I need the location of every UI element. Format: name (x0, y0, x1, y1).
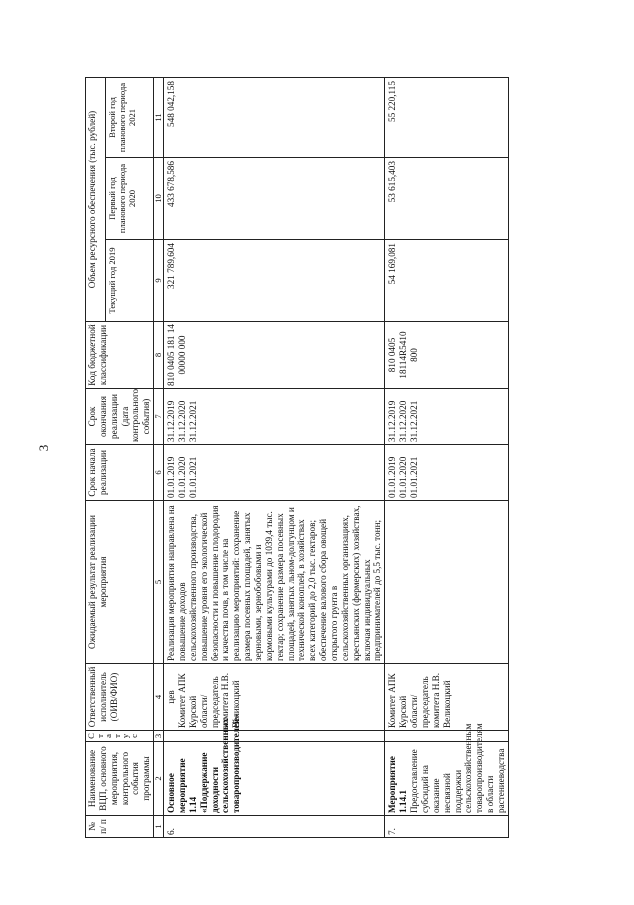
header-year-current: Текущий год 2019 (105, 240, 153, 322)
column-number: 11 (154, 78, 164, 158)
start-date: 01.01.2019 (387, 456, 398, 498)
column-number: 4 (154, 664, 164, 731)
header-funding: Объем ресурсного обеспечения (тыс. рублей) (86, 78, 106, 322)
row-amount-2019: 54 169,081 (385, 240, 508, 322)
row-amount-2021: 548 042,158 (164, 78, 385, 158)
responsible-note: цев (166, 690, 177, 704)
header-status: С т а т у с (86, 731, 154, 742)
row-amount-2020: 53 615,403 (385, 158, 508, 240)
end-date: 31.12.2020 (398, 400, 409, 442)
column-number: 3 (154, 731, 164, 742)
header-end: Срок окончания реализации (дата контрольного события) (86, 389, 154, 445)
column-number: 10 (154, 158, 164, 240)
row-responsible (164, 664, 385, 731)
row-amount-2019: 321 789,604 (164, 240, 385, 322)
end-date: 31.12.2019 (166, 400, 177, 442)
row-status (385, 731, 508, 742)
start-date: 01.01.2021 (187, 456, 198, 498)
header-kbk: Код бюджетной классификации (86, 322, 154, 389)
header-responsible: Ответственный исполнитель (ОИВ/ФИО) (86, 664, 154, 731)
end-date: 31.12.2021 (187, 400, 198, 442)
end-date: 31.12.2020 (177, 400, 188, 442)
row-result (385, 501, 508, 664)
start-date: 01.01.2019 (166, 456, 177, 498)
responsible-text: Комитет АПК Курской области/председатель комитета Н.В. Великоцкий (177, 672, 242, 728)
row-amount-2020: 433 678,586 (164, 158, 385, 240)
end-date: 31.12.2021 (409, 400, 420, 442)
page-number: 3 (36, 444, 51, 452)
row-start-dates (164, 445, 385, 501)
row-kbk: 810 0405 18114R5410 800 (385, 322, 508, 389)
table-row (385, 78, 508, 838)
header-year-first: Первый год планового периода 2020 (105, 158, 153, 240)
header-result: Ожидаемый результат реализации мероприятия (86, 501, 154, 664)
row-name-text: Предоставление субсидий на оказание несвязной поддержки сельскохозяйственным товаропроизводителям в области растениеводства (409, 723, 506, 813)
row-end-dates (385, 389, 508, 445)
column-number: 7 (154, 389, 164, 445)
column-number: 1 (154, 816, 164, 838)
column-number: 6 (154, 445, 164, 501)
start-date: 01.01.2020 (177, 456, 188, 498)
row-name-title: Мероприятие 1.14.1 (387, 756, 409, 813)
row-number: 6. (164, 816, 385, 838)
end-date: 31.12.2019 (387, 400, 398, 442)
column-number: 9 (154, 240, 164, 322)
row-amount-2021: 55 220,115 (385, 78, 508, 158)
column-number: 8 (154, 322, 164, 389)
row-status (164, 731, 385, 742)
row-kbk: 810 0405 181 14 00000 000 (164, 322, 385, 389)
header-no: № п/ п (86, 816, 154, 838)
header-name: Наименование ВЦП, основного мероприятия, контрольного события программы (86, 742, 154, 816)
table-row (164, 78, 385, 838)
program-table (85, 77, 509, 838)
document-sheet (85, 78, 515, 838)
header-start: Срок начала реализации (86, 445, 154, 501)
row-start-dates (385, 445, 508, 501)
row-result: Реализация мероприятия направлена на повышение доходов сельскохозяйственного производства, повышение уровня его экологической безопасности и повышение плодородия и качества почв, в том числе на реализацию мероприятий: сохранение размера посевных площадей, занятых зерновыми, зернобобовыми и кормовыми культурами до 1039,4 тыс. гектар; сохранение размера посевных площадей, занятых льном-долгунцом и технической коноплей, в хозяйствах всех категорий до 2,0 тыс. гектаров; обеспечение валового сбора овощей открытого грунта в сельскохозяйственных организациях, крестьянских (фермерских) хозяйствах, включая индивидуальных предпринимателей до 5,5 тыс. тонн; (164, 501, 385, 664)
row-name (385, 723, 508, 816)
column-number-row (154, 78, 164, 838)
row-name: Основное мероприятие 1.14 «Поддержание доходности сельскохозяйственных товаропроизводителей» (164, 742, 385, 816)
row-end-dates (164, 389, 385, 445)
row-number: 7. (385, 816, 508, 838)
column-number: 2 (154, 742, 164, 816)
header-year-second: Второй год планового периода 2021 (105, 78, 153, 158)
column-number: 5 (154, 501, 164, 664)
row-responsible: Комитет АПК Курской области/председатель комитета Н.В. Великоцкий (385, 664, 508, 731)
start-date: 01.01.2021 (409, 456, 420, 498)
start-date: 01.01.2020 (398, 456, 409, 498)
